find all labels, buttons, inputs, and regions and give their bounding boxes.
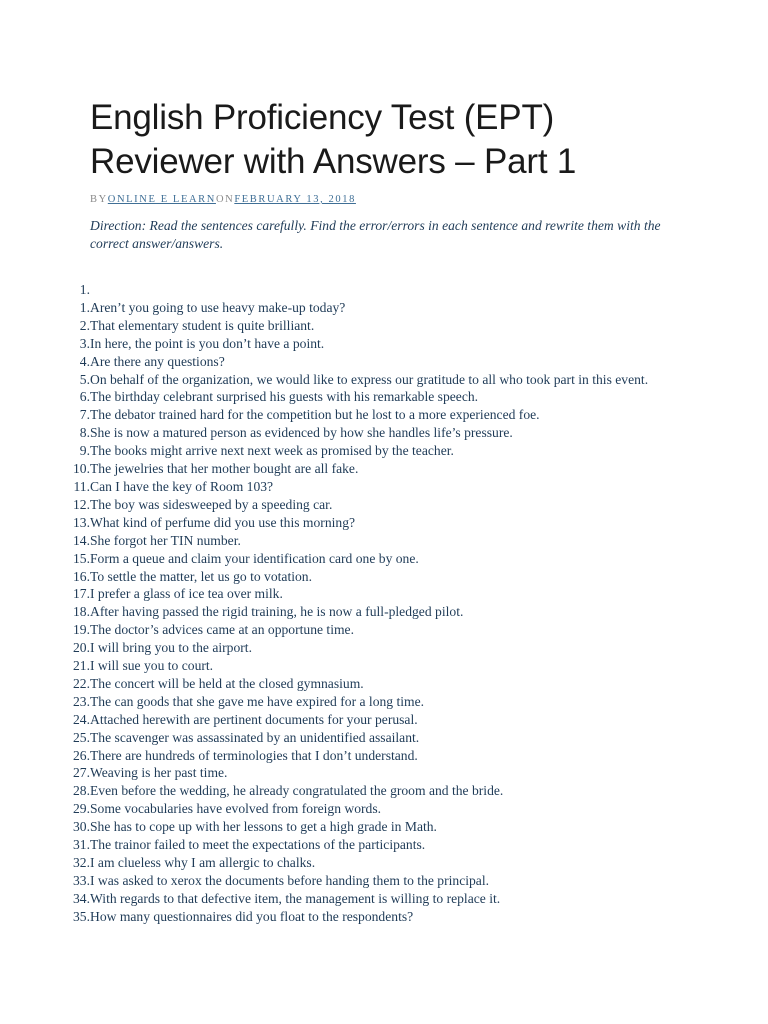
list-item [68,514,688,532]
direction-text: Direction: Read the sentences carefully. Find the error/errors in each sentence and rewrite them with the correct answer/answers. [90,218,661,251]
item-text: On behalf of the organization, we would like to express our gratitude to all who took part in this event. [90,371,649,387]
list-item [68,729,688,747]
item-text: She has to cope up with her lessons to get a high grade in Math. [90,819,437,835]
list-item [68,711,688,729]
date-link[interactable]: FEBRUARY 13, 2018 [234,194,356,205]
item-number: 31. [73,837,90,853]
list-item [68,406,688,424]
list-item [68,836,688,854]
item-number: 27. [73,765,90,781]
item-text: The trainor failed to meet the expectations of the participants. [90,837,426,853]
item-number: 20. [73,640,90,656]
list-item [68,908,688,926]
item-text: She forgot her TIN number. [90,532,241,548]
list-item [68,550,688,568]
item-number: 17. [73,586,90,602]
item-text: What kind of perfume did you use this morning? [90,514,356,530]
item-text: I am clueless why I am allergic to chalks. [90,855,316,870]
item-text: The debator trained hard for the competition but he lost to a more experienced foe. [90,407,540,423]
item-number: 33. [73,872,90,888]
item-number: 9. [79,443,90,459]
list-item [68,299,688,317]
item-number: 7. [79,407,90,423]
question-list [68,281,688,926]
list-item [68,621,688,639]
item-text [90,281,688,299]
item-text: The scavenger was assassinated by an unidentified assailant. [90,729,420,745]
item-text: Are there any questions? [90,353,225,369]
item-number: 14. [73,532,90,548]
item-text: The boy was sidesweeped by a speeding car. [90,496,333,512]
item-number: 3. [79,335,90,351]
list-item [68,675,688,693]
list-item [68,890,688,908]
list-item [68,424,688,442]
item-number: 30. [73,819,90,835]
list-item [68,693,688,711]
list-item [68,800,688,818]
item-text: Weaving is her past time. [90,765,228,781]
item-number: 11. [73,478,90,494]
item-number: 35. [73,908,90,924]
list-item [68,532,688,550]
item-text: How many questionnaires did you float to the respondents? [90,908,414,924]
item-text: The books might arrive next next week as promised by the teacher. [90,443,454,459]
item-number: 32. [73,855,90,870]
item-text: I prefer a glass of ice tea over milk. [90,586,283,602]
list-item [68,657,688,675]
item-text: With regards to that defective item, the management is willing to replace it. [90,890,501,906]
item-number: 22. [73,675,90,691]
item-number: 16. [73,568,90,584]
item-text: Form a queue and claim your identification card one by one. [90,550,419,566]
list-item [68,639,688,657]
list-item [68,478,688,496]
item-text: Aren’t you going to use heavy make-up today? [90,299,346,315]
item-number: 21. [73,658,90,674]
list-item [68,317,688,335]
list-item [68,371,688,389]
title-line-2: Reviewer with Answers – Part 1 [90,142,577,181]
author-link[interactable]: ONLINE E LEARN [107,194,216,205]
item-text: That elementary student is quite brilliant. [90,317,315,333]
item-text: I will bring you to the airport. [90,640,252,656]
item-text: The birthday celebrant surprised his guests with his remarkable speech. [90,389,479,405]
item-text: Can I have the key of Room 103? [90,478,274,494]
item-text: Attached herewith are pertinent documents for your perusal. [90,711,418,727]
item-number: 26. [73,747,90,763]
page-title [90,96,690,184]
list-item [68,568,688,586]
item-text: I was asked to xerox the documents before handing them to the principal. [90,872,490,888]
list-item [68,818,688,836]
byline [90,194,690,205]
list-item [68,747,688,765]
item-text: In here, the point is you don’t have a point. [90,335,325,351]
list-item [68,496,688,514]
article [73,96,690,926]
list-item [68,764,688,782]
item-text: I will sue you to court. [90,658,214,674]
item-number: 24. [73,711,90,727]
item-text: The can goods that she gave me have expired for a long time. [90,693,425,709]
item-text: The concert will be held at the closed gymnasium. [90,675,364,691]
title-line-1: English Proficiency Test (EPT) [90,98,555,137]
list-item [68,281,688,299]
item-text: She is now a matured person as evidenced by how she handles life’s pressure. [90,425,513,441]
item-number: 28. [73,783,90,799]
list-item [68,335,688,353]
item-number: 2. [79,317,90,333]
item-number: 19. [73,622,90,638]
item-number: 25. [73,729,90,745]
byline-by: BY [90,194,108,205]
item-text: The jewelries that her mother bought are all fake. [90,461,359,477]
list-item [68,782,688,800]
list-item [68,585,688,603]
item-number: 10. [73,461,90,477]
item-text: Some vocabularies have evolved from foreign words. [90,801,382,817]
item-text: To settle the matter, let us go to votation. [90,568,312,584]
item-number: 29. [73,801,90,817]
item-number: 4. [79,353,90,369]
item-number: 18. [73,604,90,620]
list-item [68,388,688,406]
item-number: 5. [79,371,90,387]
item-number: 12. [73,496,90,512]
item-number: 23. [73,693,90,709]
list-item [68,854,688,872]
item-number: 8. [79,425,90,441]
item-text: Even before the wedding, he already congratulated the groom and the bride. [90,783,504,799]
item-number: 6. [79,389,90,405]
list-item [68,603,688,621]
list-item [68,353,688,371]
item-number: 34. [73,890,90,906]
byline-on: ON [215,194,235,205]
item-text: After having passed the rigid training, he is now a full-pledged pilot. [90,604,464,620]
item-number: 13. [73,514,90,530]
item-number: 1. [79,282,90,297]
item-number: 1. [79,299,90,315]
list-item [68,872,688,890]
item-text: There are hundreds of terminologies that I don’t understand. [90,747,418,763]
list-item [68,460,688,478]
list-item [68,442,688,460]
item-number: 15. [73,550,90,566]
item-text: The doctor’s advices came at an opportune time. [90,622,354,638]
